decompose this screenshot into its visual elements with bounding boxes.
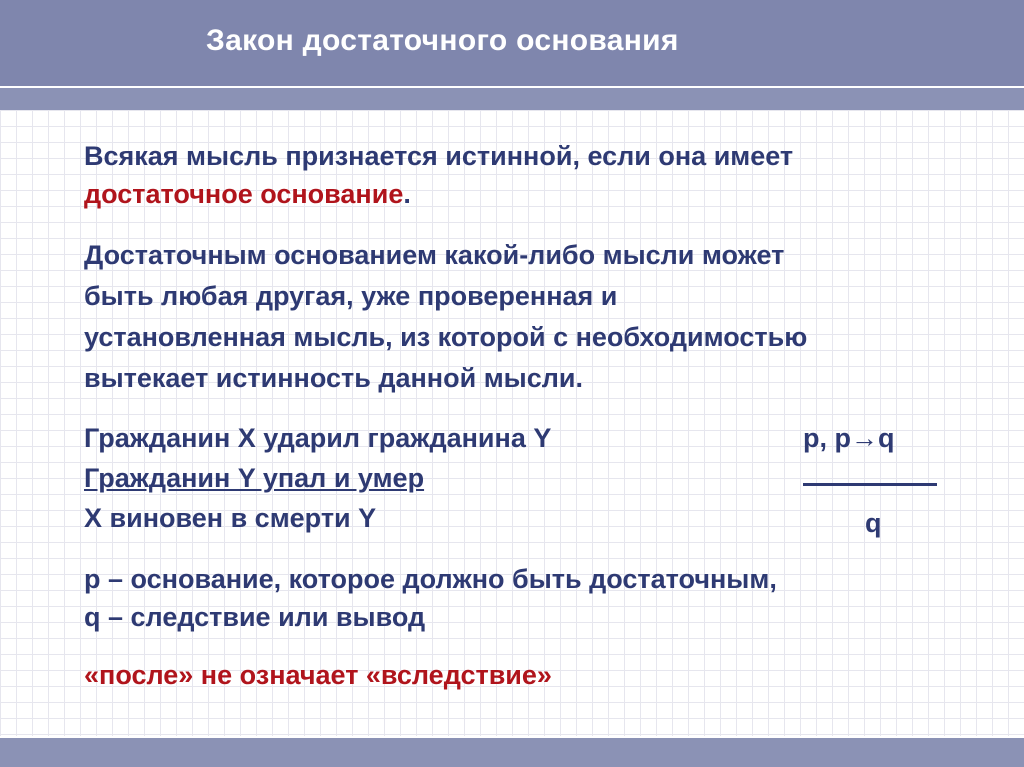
- para2-line2: быть любая другая, уже проверенная и: [84, 281, 618, 311]
- para2-line4: вытекает истинность данной мысли.: [84, 363, 583, 393]
- explanation-line1: p – основание, которое должно быть достаточным,: [84, 564, 777, 594]
- highlight-sufficient-ground: достаточное основание: [84, 179, 404, 209]
- example-premise2: Гражданин Y упал и умер: [84, 463, 425, 493]
- formula-premises: p, p→q: [803, 423, 895, 453]
- para2-line3: установленная мысль, из которой с необходимостью: [84, 322, 808, 352]
- example-premise1: Гражданин X ударил гражданина Y: [84, 423, 552, 453]
- para1-line2: [84, 175, 411, 213]
- after-not-because-note: «после» не означает «вследствие»: [84, 660, 552, 690]
- para1-period: .: [403, 179, 411, 209]
- title-bar: [0, 0, 1024, 86]
- slide-title: Закон достаточного основания: [206, 24, 679, 57]
- bottom-bar: [0, 736, 1024, 767]
- para1-line1: Всякая мысль признается истинной, если она имеет: [84, 141, 794, 171]
- explanation-line2: q – следствие или вывод: [84, 602, 426, 632]
- title-underline-band: [0, 86, 1024, 110]
- para2-line1: Достаточным основанием какой-либо мысли может: [84, 240, 785, 270]
- formula-conclusion: q: [865, 508, 882, 538]
- inference-line: [803, 483, 937, 486]
- example-conclusion: X виновен в смерти Y: [84, 503, 377, 533]
